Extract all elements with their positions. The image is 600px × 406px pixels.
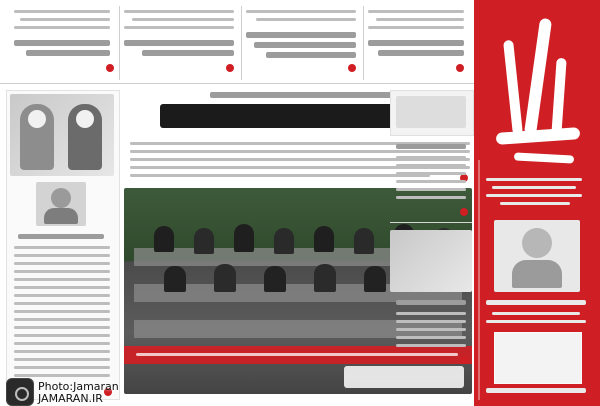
top-teaser-2[interactable] [124, 6, 236, 80]
top-teaser-4[interactable] [368, 6, 468, 80]
watermark-line-2: JAMARAN.IR [38, 392, 103, 405]
masthead-logo [490, 18, 586, 168]
right-news-column [390, 90, 472, 400]
watermark-line-1: Photo:Jamaran [38, 380, 119, 393]
sidebar-photo-1 [10, 94, 114, 176]
top-teaser-1[interactable] [14, 6, 114, 80]
sidebar-author-photo [36, 182, 86, 226]
masthead-portrait [494, 220, 580, 292]
masthead-image-box [494, 332, 582, 384]
camera-icon [6, 378, 34, 406]
main-kicker [210, 92, 410, 98]
top-teaser-3[interactable] [246, 6, 358, 80]
watermark [6, 378, 146, 404]
